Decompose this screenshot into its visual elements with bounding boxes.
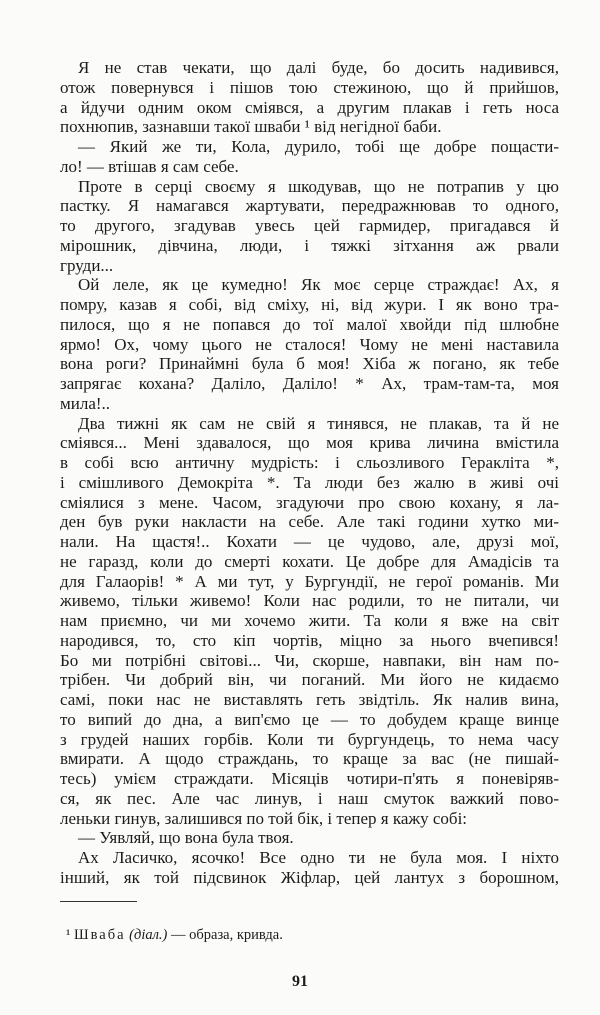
footnote [66, 927, 283, 944]
text-line: — Уявляй, що вона була твоя. [78, 828, 294, 848]
text-line: пастку. Я намагався жартувати, передражнював то одного, [60, 196, 559, 216]
text-line: ся, як пес. Але час линув, і наш смуток важкий пово- [60, 788, 559, 808]
text-line: живемо, тільки живемо! Коли нас родили, то не питали, чи [60, 591, 559, 611]
text-line: Ой леле, як це кумедно! Як моє серце страждає! Ах, я [78, 275, 559, 295]
footnote-divider [60, 901, 137, 902]
text-line: нали. На щастя!.. Кохати — це чудово, але, друзі мої, [60, 532, 559, 551]
text-line: тесь) умієм страждати. Місяців чотири-п'ять я поневіряв- [60, 769, 559, 788]
paragraph [60, 137, 559, 177]
text-line: отож повернувся і пішов тою стежиною, що й прийшов, [60, 77, 559, 97]
text-line: леньки гинув, залишився по той бік, і тепер я кажу собі: [60, 808, 468, 828]
text-line: трібен. Чи добрий він, чи поганий. Ми його не кидаємо [60, 670, 559, 690]
text-line: похнюпив, зазнавши такої шваби ¹ від негідної баби. [60, 117, 442, 137]
paragraph [60, 58, 559, 137]
text-line: самі, поки нас не виставлять геть звідтіль. Як налив вина, [60, 690, 559, 709]
text-line: нам приємно, чи ми хочемо жити. Та коли я вже на світ [60, 611, 559, 630]
text-line: то другого, згадував увесь цей гармидер, пригадався й [60, 216, 559, 235]
text-line: не гаразд, коли до смерті кохати. Це добре для Амадісів та [60, 551, 559, 571]
text-line: ярмо! Ох, чому цього не сталося! Чому не мені наставила [60, 334, 559, 354]
text-line: Я не став чекати, що далі буде, бо досить надивився, [78, 58, 559, 77]
paragraph [60, 275, 559, 413]
footnote-definition: — образа, кривда. [171, 927, 283, 943]
footnote-term: Шваба [73, 927, 126, 943]
text-line: то випий до дна, а вип'ємо це — то добудем краще винце [60, 709, 559, 729]
text-line: пилося, що я не попався до тої малої хвойди під шлюбне [60, 314, 559, 334]
text-line: в собі всю античну мудрість: і сльозливого Геракліта *, [60, 453, 559, 472]
text-line: — Який же ти, Кола, дурило, тобі ще добре пощасти- [78, 137, 559, 156]
footnote-note: (діал.) [129, 927, 168, 943]
paragraph [60, 828, 559, 848]
text-line: інший, як той підсвинок Жіфлар, цей лантух з борошном, [60, 867, 559, 887]
text-line: мірошник, дівчина, люди, і тяжкі зітхання аж рвали [60, 235, 559, 255]
text-line: вона роги? Принаймні була б моя! Хіба ж погано, як тебе [60, 354, 559, 374]
text-line: помру, казав я собі, від сміху, ні, від жури. І як воно тра- [60, 295, 559, 314]
text-line: ло! — втішав я сам себе. [60, 156, 239, 176]
text-line: народився, то, сто кіп чортів, міцно за нього вчепився! [60, 630, 559, 650]
text-line: ден був руки накласти на себе. Але такі години хутко ми- [60, 512, 559, 532]
text-line: вмирати. А щодо страждань, то краще за вас (не пишай- [60, 749, 559, 769]
text-line: для Галаорів! * А ми тут, у Бургундії, не герої романів. Ми [60, 571, 559, 591]
paragraph [60, 414, 559, 829]
paragraph [60, 177, 559, 276]
text-line: Бо ми потрібні світові... Чи, скорше, навпаки, він нам по- [60, 650, 559, 670]
text-line: з грудей наших горбів. Коли ти бургундець, то нема часу [60, 729, 559, 749]
text-line: сміялися з мене. Часом, згадуючи про свою кохану, я ла- [60, 492, 559, 512]
paragraph [60, 848, 559, 888]
text-line: Ах Ласичко, ясочко! Все одно ти не була моя. І ніхто [78, 848, 559, 867]
footnote-marker: ¹ [66, 927, 71, 943]
text-line: запрягає кохана? Даліло, Даліло! * Ах, трам-там-та, моя [60, 374, 559, 393]
text-line: мила!.. [60, 393, 111, 413]
text-line: сміявся... Мені здавалося, що моя крива личина вмістила [60, 433, 559, 453]
text-line: Два тижні як сам не свій я тинявся, не плакав, та й не [78, 413, 559, 433]
text-line: Проте в серці своєму я шкодував, що не потрапив у цю [78, 176, 559, 196]
text-line: а йдучи одним оком сміявся, а другим плакав і геть носа [60, 97, 559, 117]
text-line: груди... [60, 255, 114, 275]
page-number: 91 [292, 973, 308, 990]
text-line: і смішливого Демокріта *. Та люди без жалю в живі очі [60, 472, 559, 492]
body-text [60, 58, 559, 888]
